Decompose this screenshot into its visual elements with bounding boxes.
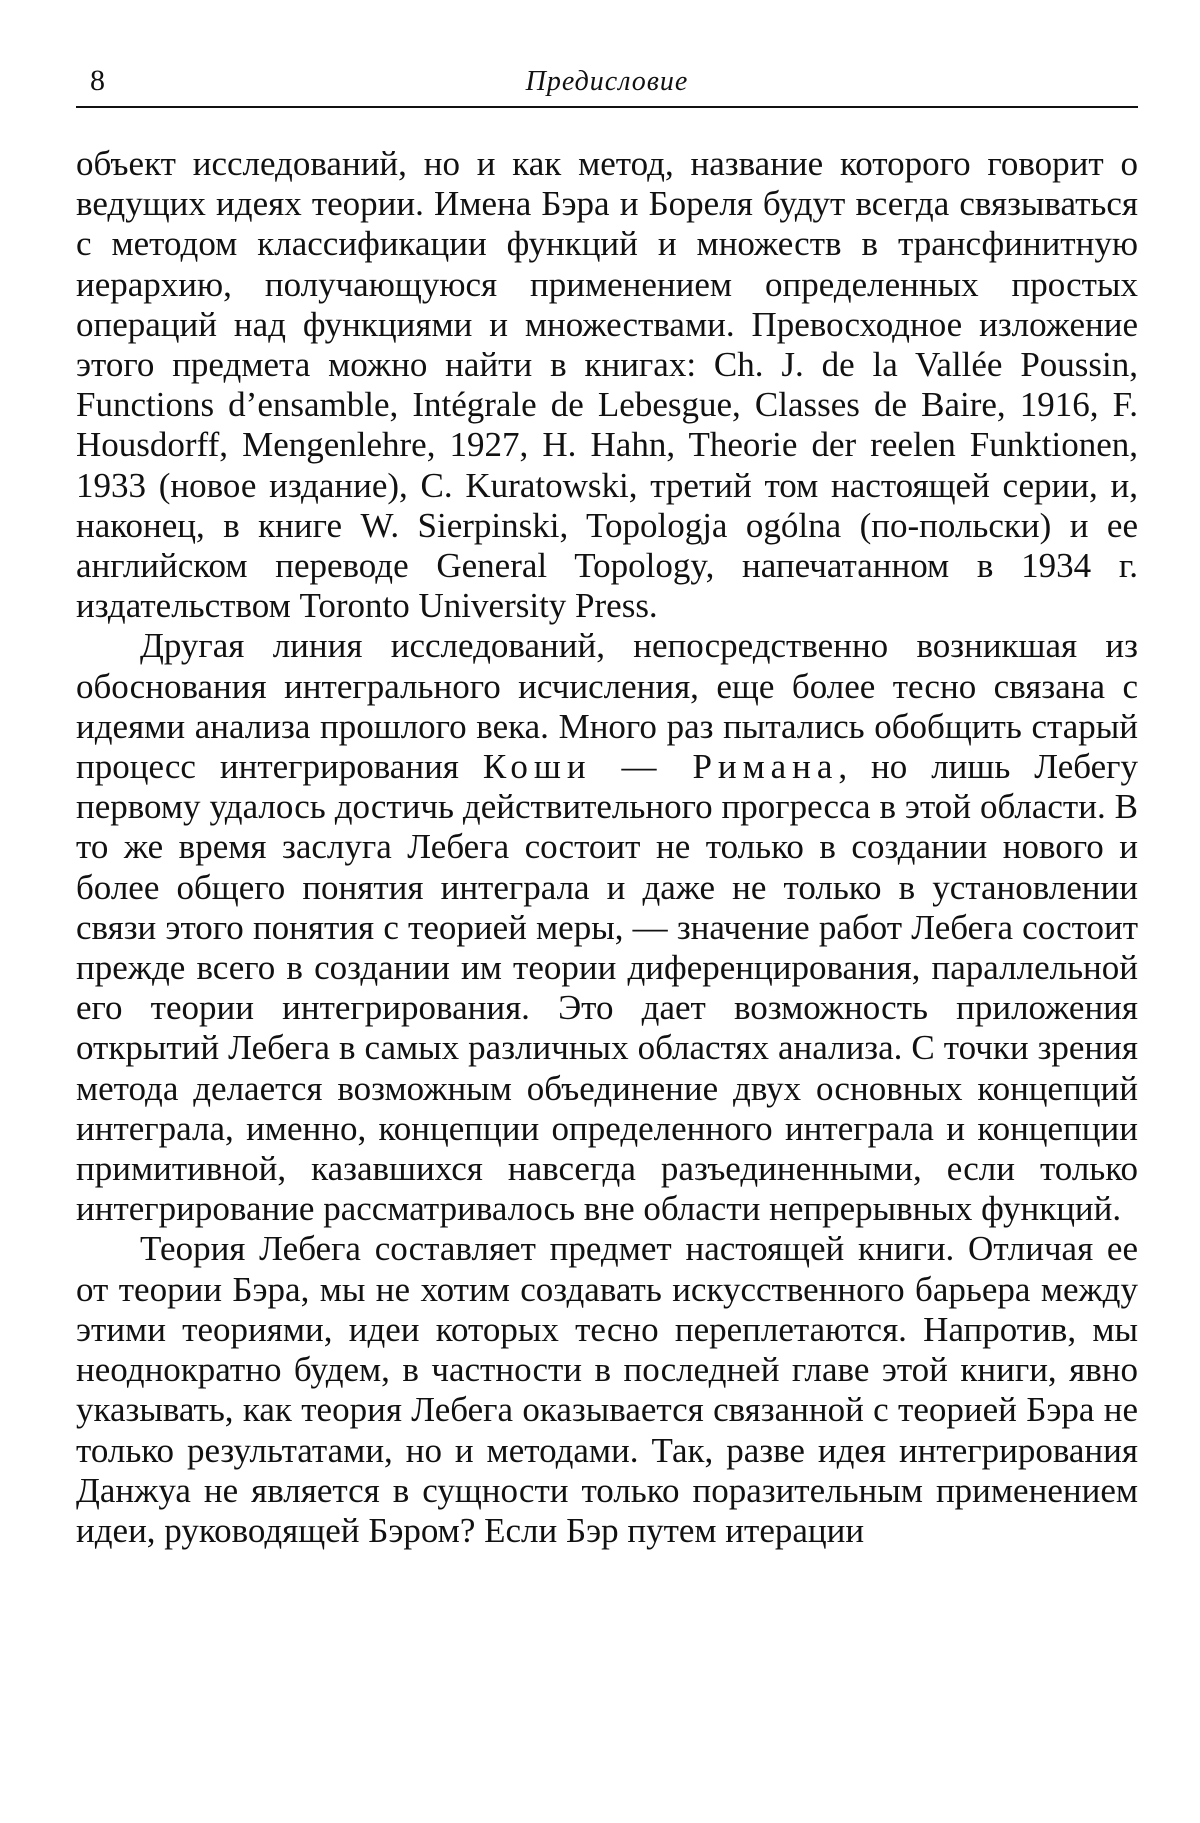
paragraph-2-start: Другая линия исследований, непосредственно возникшая из обоснования интегрального исчисления, еще более тесно связана с идеями анализа прошлого века. Много раз пытались обобщить старый процесс интегрирования bbox=[76, 626, 1138, 787]
spaced-name-koshi-riemann: Коши — Римана bbox=[482, 747, 839, 787]
page-header bbox=[76, 52, 1138, 98]
paragraph-2-end: , но лишь Лебегу первому удалось достичь действительного прогресса в этой области. В то же время заслуга Лебега состоит не только в создании нового и более общего понятия интеграла и даже не только в установлении связи этого понятия с теорией меры, — значение работ Лебега состоит прежде всего в создании им теории диференцирования, параллельной его теории интегрирования. Это дает возможность приложения открытий Лебега в самых различных областях анализа. С точки зрения метода делается возможным объединение двух основных концепций интеграла, именно, концепции определенного интеграла и концепции примитивной, казавшихся навсегда разъединенными, если только интегрирование рассматривалось вне области непрерывных функций. bbox=[76, 747, 1139, 1229]
paragraph-2 bbox=[76, 626, 1138, 1229]
page-number: 8 bbox=[90, 64, 105, 97]
header-rule bbox=[76, 106, 1138, 108]
running-title: Предисловие bbox=[525, 66, 689, 97]
body-text bbox=[76, 144, 1138, 1551]
paragraph-1: объект исследований, но и как метод, название которого говорит о ведущих идеях теории. Имена Бэра и Бореля будут всегда связываться с методом классификации функций и множеств в трансфинитную иерархию, получающуюся применением определенных простых операций над функциями и множествами. Превосходное изложение этого предмета можно найти в книгах: Ch. J. de la Vallée Poussin, Functions d’ensamble, Intégrale de Lebesgue, Classes de Baire, 1916, F. Housdorff, Mengenlehre, 1927, H. Hahn, Theorie der reelen Funktionen, 1933 (новое издание), C. Kuratowski, третий том настоящей серии, и, наконец, в книге W. Sierpinski, Topologja ogólna (по-польски) и ее английском переводе General Topology, напечатанном в 1934 г. издательством Toronto University Press. bbox=[76, 144, 1138, 626]
paragraph-3: Теория Лебега составляет предмет настоящей книги. Отличая ее от теории Бэра, мы не хотим создавать искусственного барьера между этими теориями, идеи которых тесно переплетаются. Напротив, мы неоднократно будем, в частности в последней главе этой книги, явно указывать, как теория Лебега оказывается связанной с теорией Бэра не только результатами, но и методами. Так, разве идея интегрирования Данжуа не является в сущности только поразительным применением идеи, руководящей Бэром? Если Бэр путем итерации bbox=[76, 1229, 1138, 1550]
